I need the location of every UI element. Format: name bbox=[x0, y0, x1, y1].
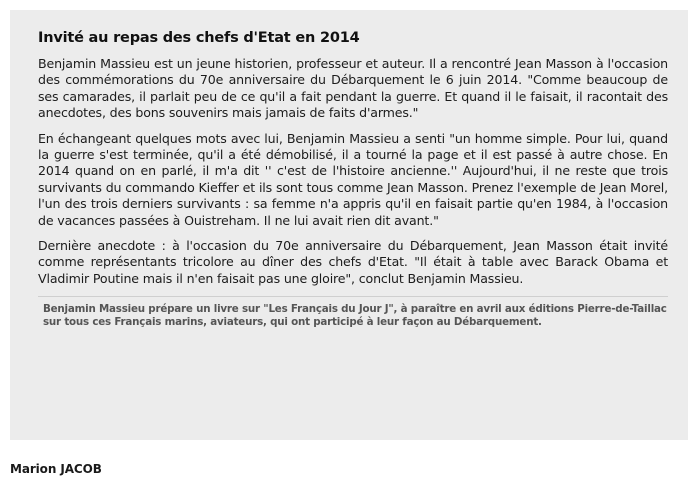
caption-divider bbox=[38, 296, 668, 297]
article-title: Invité au repas des chefs d'Etat en 2014 bbox=[38, 30, 360, 46]
article-paragraph-1: Benjamin Massieu est un jeune historien, professeur et auteur. Il a rencontré Jean Masson à l'occasion des commémorations du 70e anniversaire du Débarquement le 6 juin 2014. "Comme beaucoup de ses camarades, il parlait peu de ce qu'il a fait pendant la guerre. Et quand il le faisait, il racontait des anecdotes, des bons souvenirs mais jamais de faits d'armes." bbox=[38, 56, 668, 121]
author-byline: Marion JACOB bbox=[10, 462, 102, 476]
article-caption: Benjamin Massieu prépare un livre sur "Les Français du Jour J", à paraître en avril aux éditions Pierre-de-Taillac sur tous ces Français marins, aviateurs, qui ont participé à leur façon au Débarquement. bbox=[43, 303, 667, 329]
article-box bbox=[10, 10, 688, 440]
article-paragraph-2: En échangeant quelques mots avec lui, Benjamin Massieu a senti "un homme simple. Pour lui, quand la guerre s'est terminée, qu'il a été démobilisé, il a tourné la page et il est passé à autre chose. En 2014 quand on en parlé, il m'a dit '' c'est de l'histoire ancienne.'' Aujourd'hui, il ne reste que trois survivants du commando Kieffer et ils sont tous comme Jean Masson. Prenez l'exemple de Jean Morel, l'un des trois derniers survivants : sa femme n'a appris qu'il en faisait partie qu'en 1984, à l'occasion de vacances passées à Ouistreham. Il ne lui avait rien dit avant." bbox=[38, 130, 668, 228]
article-paragraph-3: Dernière anecdote : à l'occasion du 70e anniversaire du Débarquement, Jean Masson était invité comme représentants tricolore au dîner des chefs d'Etat. "Il était à table avec Barack Obama et Vladimir Poutine mais il n'en faisait pas une gloire", conclut Benjamin Massieu. bbox=[38, 238, 668, 286]
